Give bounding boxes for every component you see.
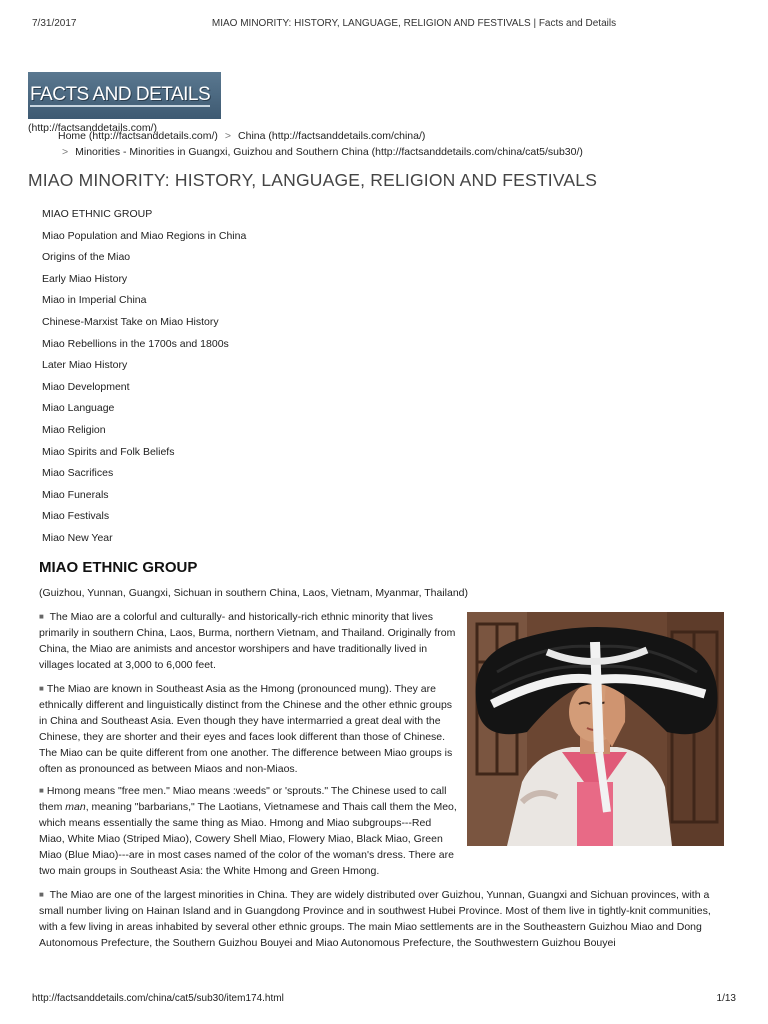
- bullet-icon: ■: [39, 684, 44, 693]
- bullet-icon: ■: [39, 890, 44, 899]
- breadcrumb-china-link[interactable]: China (http://factsanddetails.com/china/): [238, 130, 426, 142]
- toc-link[interactable]: MIAO ETHNIC GROUP: [42, 208, 153, 220]
- bullet-icon: ■: [39, 612, 44, 621]
- paragraph: [39, 609, 457, 673]
- site-logo[interactable]: [28, 72, 221, 119]
- paragraph-text: , meaning "barbarians," The Laotians, Vietnamese and Thais call them the Meo, which means essentially the same thing as Miao. Hmong and Miao subgroups---Red Miao, White Miao (Striped Miao), Cowery Shell Miao, Flowery Miao, Black Miao, Green Miao (Blue Miao)---are in most cases named of the color of the woman's dress. There are two main groups in Southeast Asia: the White Hmong and Green Hmong.: [39, 801, 457, 877]
- paragraph: [39, 783, 457, 879]
- table-of-contents: [42, 207, 246, 553]
- breadcrumb: [58, 130, 425, 142]
- toc-link[interactable]: Origins of the Miao: [42, 251, 131, 264]
- toc-link[interactable]: Later Miao History: [42, 359, 128, 372]
- bullet-icon: ■: [39, 786, 44, 795]
- toc-link[interactable]: Miao in Imperial China: [42, 294, 147, 307]
- paragraph-text: The Miao are a colorful and culturally- and historically-rich ethnic minority that lives primarily in southern China, Laos, Burma, northern Vietnam, and Thailand. Originally from China, the Miao are animists and ancestor worshipers and have traditionally lived in villages located at 3,000 to 6,000 feet.: [39, 611, 456, 671]
- toc-link[interactable]: Miao Sacrifices: [42, 467, 114, 480]
- site-logo-url[interactable]: (http://factsanddetails.com/): [28, 122, 157, 134]
- breadcrumb-separator: >: [224, 130, 232, 142]
- section-subtitle: (Guizhou, Yunnan, Guangxi, Sichuan in southern China, Laos, Vietnam, Myanmar, Thailand): [39, 587, 469, 599]
- page-title: MIAO MINORITY: HISTORY, LANGUAGE, RELIGION AND FESTIVALS: [28, 170, 598, 190]
- paragraph-emphasis: man: [65, 801, 86, 813]
- breadcrumb-separator: >: [62, 146, 69, 158]
- toc-link[interactable]: Miao Religion: [42, 423, 106, 436]
- toc-link[interactable]: Miao Spirits and Folk Beliefs: [42, 445, 175, 458]
- toc-link[interactable]: Miao Funerals: [42, 488, 109, 501]
- paragraph-text: The Miao are one of the largest minorities in China. They are widely distributed over Guizhou, Yunnan, Guangxi and Sichuan provinces, with a small number living on Hainan Island and in Guangdong Province and in southwest Hubei Province. Most of them live in tightly-knit communities, with a few living in areas inhabited by several other ethnic groups. The main Miao settlements are in the Southeastern Guizhou Miao and Dong Autonomous Prefecture, the Southern Guizhou Bouyei and Miao Autonomous Prefecture, the Southwestern Guizhou Bouyei: [39, 889, 711, 949]
- toc-link[interactable]: Miao New Year: [42, 531, 113, 544]
- toc-link[interactable]: Miao Language: [42, 402, 115, 415]
- print-footer-page-number: 1/13: [716, 993, 736, 1004]
- miao-woman-photo: [467, 612, 724, 846]
- print-header-date: 7/31/2017: [32, 18, 77, 29]
- breadcrumb-line-2: [62, 146, 583, 158]
- toc-link[interactable]: Miao Development: [42, 380, 130, 393]
- paragraph: [39, 887, 729, 951]
- paragraph-text: The Miao are known in Southeast Asia as the Hmong (pronounced mung). They are ethnically different and linguistically distinct from the Chinese and the other ethnic groups in China and Southeast Asia. Even though they have intermarried a great deal with the Chinese, they are shorter and their eyes and faces look different than those of Chinese. The Miao can be quite different from one another. The difference between Miao groups is often as pronounced as between Miaos and non-Miaos.: [39, 683, 453, 775]
- site-logo-text: FACTS AND DETAILS: [30, 83, 211, 105]
- paragraph-text: Hmong means "free men." Miao means :weeds" or 'sprouts." The Chinese used to call them: [39, 785, 447, 813]
- toc-link[interactable]: Chinese-Marxist Take on Miao History: [42, 315, 219, 328]
- toc-link[interactable]: Miao Rebellions in the 1700s and 1800s: [42, 337, 229, 350]
- toc-link[interactable]: Miao Population and Miao Regions in China: [42, 229, 247, 242]
- breadcrumb-minorities-link[interactable]: Minorities - Minorities in Guangxi, Guizhou and Southern China (http://factsanddetails.com/china/cat5/sub30/): [75, 146, 583, 158]
- toc-link[interactable]: Miao Festivals: [42, 510, 110, 523]
- breadcrumb-home-link[interactable]: Home (http://factsanddetails.com/): [58, 130, 218, 142]
- print-header-title: MIAO MINORITY: HISTORY, LANGUAGE, RELIGION AND FESTIVALS | Facts and Details: [211, 18, 617, 29]
- paragraph: [39, 681, 457, 777]
- print-footer-url: http://factsanddetails.com/china/cat5/sub30/item174.html: [32, 993, 284, 1004]
- section-heading: MIAO ETHNIC GROUP: [39, 559, 198, 576]
- toc-link[interactable]: Early Miao History: [42, 272, 128, 285]
